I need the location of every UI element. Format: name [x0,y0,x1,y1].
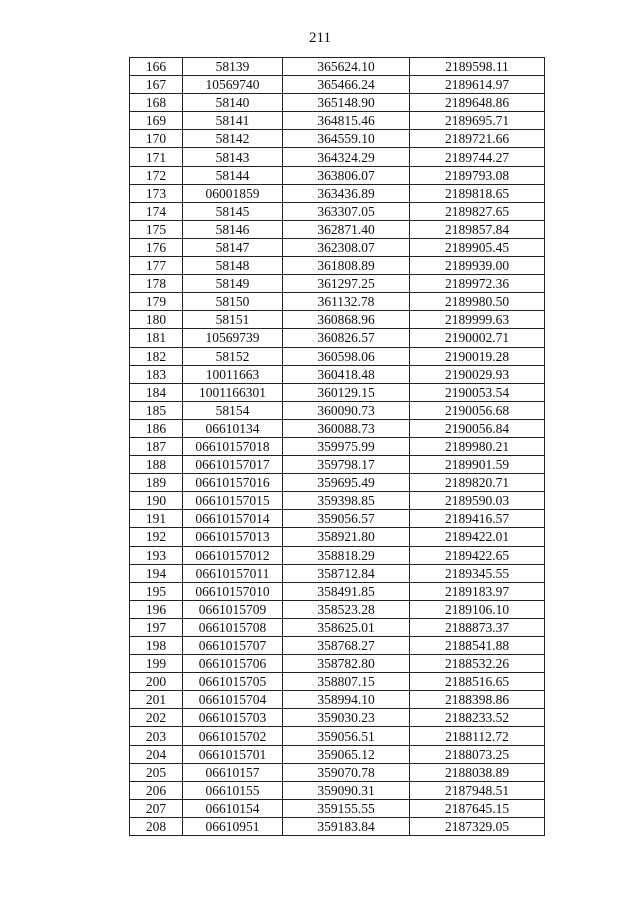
x-coordinate-cell: 358921.80 [283,528,410,546]
row-number-cell: 174 [130,202,183,220]
x-coordinate-cell: 364324.29 [283,148,410,166]
table-row [130,202,545,220]
table-row [130,546,545,564]
point-id-cell: 58145 [183,202,283,220]
row-number-cell: 192 [130,528,183,546]
x-coordinate-cell: 359183.84 [283,817,410,835]
y-coordinate-cell: 2190056.84 [410,419,545,437]
x-coordinate-cell: 359155.55 [283,799,410,817]
row-number-cell: 206 [130,781,183,799]
row-number-cell: 166 [130,58,183,76]
point-id-cell: 10569739 [183,329,283,347]
row-number-cell: 203 [130,727,183,745]
table-row [130,745,545,763]
row-number-cell: 194 [130,564,183,582]
point-id-cell: 06610157016 [183,474,283,492]
x-coordinate-cell: 363436.89 [283,184,410,202]
row-number-cell: 184 [130,383,183,401]
x-coordinate-cell: 360868.96 [283,311,410,329]
x-coordinate-cell: 360418.48 [283,365,410,383]
y-coordinate-cell: 2189857.84 [410,220,545,238]
x-coordinate-cell: 358625.01 [283,618,410,636]
x-coordinate-cell: 359398.85 [283,492,410,510]
table-row [130,184,545,202]
row-number-cell: 187 [130,437,183,455]
table-row [130,365,545,383]
y-coordinate-cell: 2189744.27 [410,148,545,166]
point-id-cell: 06610157018 [183,437,283,455]
y-coordinate-cell: 2189980.21 [410,437,545,455]
table-row [130,383,545,401]
x-coordinate-cell: 361132.78 [283,293,410,311]
y-coordinate-cell: 2188398.86 [410,691,545,709]
table-row [130,329,545,347]
table-row [130,401,545,419]
point-id-cell: 1001166301 [183,383,283,401]
point-id-cell: 0661015702 [183,727,283,745]
row-number-cell: 190 [130,492,183,510]
table-row [130,76,545,94]
point-id-cell: 06610157010 [183,582,283,600]
page-number: 211 [309,30,331,46]
table-row [130,799,545,817]
x-coordinate-cell: 359090.31 [283,781,410,799]
row-number-cell: 207 [130,799,183,817]
y-coordinate-cell: 2190019.28 [410,347,545,365]
x-coordinate-cell: 361808.89 [283,257,410,275]
y-coordinate-cell: 2189818.65 [410,184,545,202]
x-coordinate-cell: 358818.29 [283,546,410,564]
table-row [130,130,545,148]
y-coordinate-cell: 2189183.97 [410,582,545,600]
point-id-cell: 58150 [183,293,283,311]
y-coordinate-cell: 2188112.72 [410,727,545,745]
x-coordinate-cell: 359065.12 [283,745,410,763]
table-row [130,474,545,492]
row-number-cell: 188 [130,456,183,474]
y-coordinate-cell: 2188233.52 [410,709,545,727]
table-row [130,600,545,618]
y-coordinate-cell: 2189345.55 [410,564,545,582]
point-id-cell: 58148 [183,257,283,275]
row-number-cell: 172 [130,166,183,184]
table-row [130,763,545,781]
row-number-cell: 177 [130,257,183,275]
x-coordinate-cell: 358491.85 [283,582,410,600]
x-coordinate-cell: 360598.06 [283,347,410,365]
x-coordinate-cell: 358807.15 [283,673,410,691]
point-id-cell: 0661015707 [183,637,283,655]
point-id-cell: 06610154 [183,799,283,817]
y-coordinate-cell: 2189827.65 [410,202,545,220]
point-id-cell: 58141 [183,112,283,130]
row-number-cell: 199 [130,655,183,673]
y-coordinate-cell: 2189422.01 [410,528,545,546]
y-coordinate-cell: 2189901.59 [410,456,545,474]
y-coordinate-cell: 2190029.93 [410,365,545,383]
y-coordinate-cell: 2189590.03 [410,492,545,510]
y-coordinate-cell: 2189793.08 [410,166,545,184]
point-id-cell: 06610134 [183,419,283,437]
table-row [130,817,545,835]
point-id-cell: 58152 [183,347,283,365]
x-coordinate-cell: 363806.07 [283,166,410,184]
point-id-cell: 0661015706 [183,655,283,673]
x-coordinate-cell: 359695.49 [283,474,410,492]
table-row [130,582,545,600]
y-coordinate-cell: 2190056.68 [410,401,545,419]
table-row [130,58,545,76]
row-number-cell: 179 [130,293,183,311]
y-coordinate-cell: 2189598.11 [410,58,545,76]
row-number-cell: 170 [130,130,183,148]
y-coordinate-cell: 2190053.54 [410,383,545,401]
point-id-cell: 06610155 [183,781,283,799]
table-row [130,112,545,130]
table-row [130,456,545,474]
x-coordinate-cell: 359070.78 [283,763,410,781]
row-number-cell: 196 [130,600,183,618]
table-row [130,275,545,293]
table-row [130,293,545,311]
point-id-cell: 06610951 [183,817,283,835]
x-coordinate-cell: 360826.57 [283,329,410,347]
x-coordinate-cell: 363307.05 [283,202,410,220]
row-number-cell: 180 [130,311,183,329]
x-coordinate-cell: 359030.23 [283,709,410,727]
y-coordinate-cell: 2188541.88 [410,637,545,655]
row-number-cell: 167 [130,76,183,94]
point-id-cell: 0661015705 [183,673,283,691]
row-number-cell: 205 [130,763,183,781]
table-row [130,257,545,275]
table-row [130,510,545,528]
x-coordinate-cell: 360129.15 [283,383,410,401]
point-id-cell: 0661015703 [183,709,283,727]
row-number-cell: 181 [130,329,183,347]
point-id-cell: 0661015708 [183,618,283,636]
x-coordinate-cell: 359798.17 [283,456,410,474]
point-id-cell: 06610157015 [183,492,283,510]
y-coordinate-cell: 2189416.57 [410,510,545,528]
coordinates-table-body [130,58,545,836]
table-row [130,238,545,256]
row-number-cell: 204 [130,745,183,763]
row-number-cell: 191 [130,510,183,528]
y-coordinate-cell: 2189695.71 [410,112,545,130]
y-coordinate-cell: 2190002.71 [410,329,545,347]
row-number-cell: 171 [130,148,183,166]
y-coordinate-cell: 2189905.45 [410,238,545,256]
y-coordinate-cell: 2189972.36 [410,275,545,293]
x-coordinate-cell: 365148.90 [283,94,410,112]
point-id-cell: 58151 [183,311,283,329]
y-coordinate-cell: 2189106.10 [410,600,545,618]
row-number-cell: 195 [130,582,183,600]
x-coordinate-cell: 361297.25 [283,275,410,293]
y-coordinate-cell: 2189614.97 [410,76,545,94]
row-number-cell: 202 [130,709,183,727]
row-number-cell: 185 [130,401,183,419]
table-row [130,564,545,582]
x-coordinate-cell: 362871.40 [283,220,410,238]
y-coordinate-cell: 2187948.51 [410,781,545,799]
point-id-cell: 0661015701 [183,745,283,763]
x-coordinate-cell: 365624.10 [283,58,410,76]
y-coordinate-cell: 2189648.86 [410,94,545,112]
point-id-cell: 06610157 [183,763,283,781]
table-row [130,166,545,184]
row-number-cell: 200 [130,673,183,691]
x-coordinate-cell: 358712.84 [283,564,410,582]
point-id-cell: 58149 [183,275,283,293]
point-id-cell: 58142 [183,130,283,148]
table-row [130,220,545,238]
x-coordinate-cell: 362308.07 [283,238,410,256]
point-id-cell: 58139 [183,58,283,76]
x-coordinate-cell: 358768.27 [283,637,410,655]
point-id-cell: 06610157017 [183,456,283,474]
x-coordinate-cell: 364815.46 [283,112,410,130]
table-row [130,528,545,546]
row-number-cell: 169 [130,112,183,130]
y-coordinate-cell: 2188038.89 [410,763,545,781]
table-row [130,637,545,655]
table-row [130,148,545,166]
y-coordinate-cell: 2189999.63 [410,311,545,329]
point-id-cell: 06610157011 [183,564,283,582]
x-coordinate-cell: 359056.51 [283,727,410,745]
point-id-cell: 0661015704 [183,691,283,709]
table-row [130,437,545,455]
table-row [130,673,545,691]
x-coordinate-cell: 358782.80 [283,655,410,673]
table-row [130,492,545,510]
x-coordinate-cell: 358994.10 [283,691,410,709]
coordinates-table [129,57,545,836]
point-id-cell: 58144 [183,166,283,184]
table-row [130,94,545,112]
table-row [130,311,545,329]
row-number-cell: 198 [130,637,183,655]
y-coordinate-cell: 2189980.50 [410,293,545,311]
x-coordinate-cell: 359056.57 [283,510,410,528]
point-id-cell: 0661015709 [183,600,283,618]
y-coordinate-cell: 2189721.66 [410,130,545,148]
y-coordinate-cell: 2188532.26 [410,655,545,673]
row-number-cell: 178 [130,275,183,293]
row-number-cell: 186 [130,419,183,437]
row-number-cell: 193 [130,546,183,564]
point-id-cell: 06001859 [183,184,283,202]
point-id-cell: 58146 [183,220,283,238]
table-row [130,781,545,799]
row-number-cell: 168 [130,94,183,112]
point-id-cell: 06610157013 [183,528,283,546]
x-coordinate-cell: 358523.28 [283,600,410,618]
x-coordinate-cell: 365466.24 [283,76,410,94]
x-coordinate-cell: 359975.99 [283,437,410,455]
row-number-cell: 189 [130,474,183,492]
row-number-cell: 183 [130,365,183,383]
point-id-cell: 58154 [183,401,283,419]
point-id-cell: 10011663 [183,365,283,383]
table-row [130,347,545,365]
row-number-cell: 182 [130,347,183,365]
x-coordinate-cell: 364559.10 [283,130,410,148]
row-number-cell: 176 [130,238,183,256]
y-coordinate-cell: 2188516.65 [410,673,545,691]
point-id-cell: 58143 [183,148,283,166]
y-coordinate-cell: 2188873.37 [410,618,545,636]
y-coordinate-cell: 2187645.15 [410,799,545,817]
y-coordinate-cell: 2189820.71 [410,474,545,492]
table-row [130,727,545,745]
point-id-cell: 58140 [183,94,283,112]
x-coordinate-cell: 360088.73 [283,419,410,437]
x-coordinate-cell: 360090.73 [283,401,410,419]
row-number-cell: 197 [130,618,183,636]
row-number-cell: 173 [130,184,183,202]
row-number-cell: 175 [130,220,183,238]
y-coordinate-cell: 2188073.25 [410,745,545,763]
row-number-cell: 201 [130,691,183,709]
point-id-cell: 10569740 [183,76,283,94]
point-id-cell: 58147 [183,238,283,256]
table-row [130,419,545,437]
y-coordinate-cell: 2189939.00 [410,257,545,275]
y-coordinate-cell: 2187329.05 [410,817,545,835]
point-id-cell: 06610157012 [183,546,283,564]
row-number-cell: 208 [130,817,183,835]
table-row [130,709,545,727]
table-row [130,655,545,673]
table-row [130,691,545,709]
point-id-cell: 06610157014 [183,510,283,528]
table-row [130,618,545,636]
y-coordinate-cell: 2189422.65 [410,546,545,564]
